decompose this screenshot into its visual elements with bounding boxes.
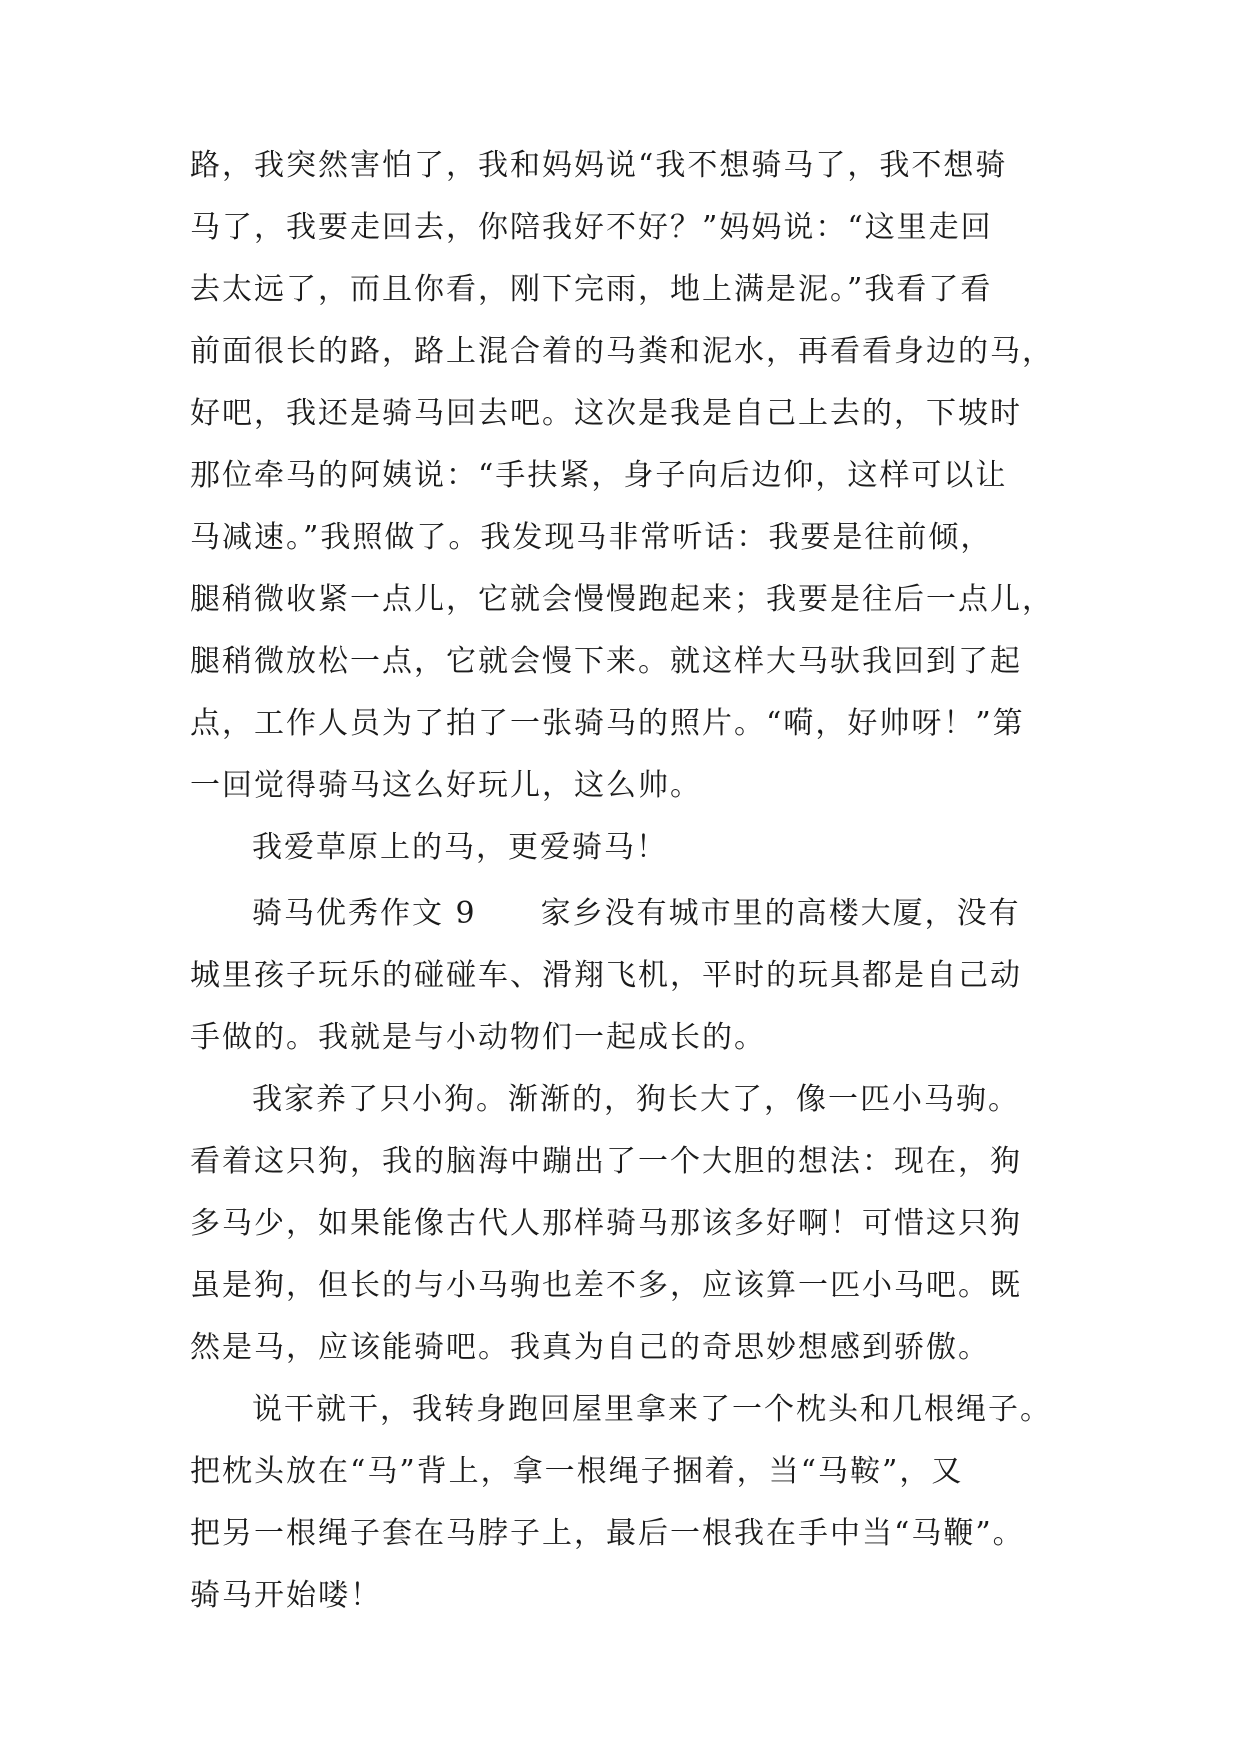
text-line: 把枕头放在“马”背上，拿一根绳子捆着，当“马鞍”，又: [190, 1454, 964, 1489]
text-line: 虽是狗，但长的与小马驹也差不多，应该算一匹小马吧。既: [190, 1268, 1022, 1303]
text-line: 我家养了只小狗。渐渐的，狗长大了，像一匹小马驹。: [252, 1082, 1020, 1117]
text-line: 把另一根绳子套在马脖子上，最后一根我在手中当“马鞭”。: [190, 1516, 1025, 1551]
text-line: 前面很长的路，路上混合着的马粪和泥水，再看看身边的马，: [190, 334, 1054, 369]
text-line: 马减速。”我照做了。我发现马非常听话：我要是往前倾，: [190, 520, 993, 555]
text-line: 路，我突然害怕了，我和妈妈说“我不想骑马了，我不想骑: [190, 148, 1008, 183]
text-line: 看着这只狗，我的脑海中蹦出了一个大胆的想法：现在，狗: [190, 1144, 1022, 1179]
paragraph-essay-9-start: [190, 883, 1070, 1069]
text-line: 腿稍微收紧一点儿，它就会慢慢跑起来；我要是往后一点儿，: [190, 582, 1054, 617]
paragraph-start-riding: [190, 1379, 1070, 1627]
paragraph-love-horses: [190, 817, 1070, 879]
paragraph-continuation: [190, 135, 1070, 817]
text-line: 说干就干，我转身跑回屋里拿来了一个枕头和几根绳子。: [252, 1392, 1052, 1427]
text-line: 骑马开始喽！: [190, 1578, 382, 1613]
text-line: 骑马优秀作文 9 家乡没有城市里的高楼大厦，没有: [252, 896, 1021, 931]
text-line: 腿稍微放松一点，它就会慢下来。就这样大马驮我回到了起: [190, 644, 1022, 679]
text-line: 城里孩子玩乐的碰碰车、滑翔飞机，平时的玩具都是自己动: [190, 958, 1022, 993]
text-line: 那位牵马的阿姨说：“手扶紧，身子向后边仰，这样可以让: [190, 458, 1008, 493]
text-line: 去太远了，而且你看，刚下完雨，地上满是泥。”我看了看: [190, 272, 993, 307]
text-line: 手做的。我就是与小动物们一起成长的。: [190, 1020, 766, 1055]
text-line: 然是马，应该能骑吧。我真为自己的奇思妙想感到骄傲。: [190, 1330, 990, 1365]
text-line: 马了，我要走回去，你陪我好不好？”妈妈说：“这里走回: [190, 210, 993, 245]
text-line: 一回觉得骑马这么好玩儿，这么帅。: [190, 768, 702, 803]
paragraph-dog: [190, 1069, 1070, 1379]
text-line: 好吧，我还是骑马回去吧。这次是我是自己上去的，下坡时: [190, 396, 1022, 431]
text-line: 多马少，如果能像古代人那样骑马那该多好啊！可惜这只狗: [190, 1206, 1022, 1241]
text-line: 点，工作人员为了拍了一张骑马的照片。“嗬，好帅呀！”第: [190, 706, 1025, 741]
text-line: 我爱草原上的马，更爱骑马！: [252, 830, 668, 865]
